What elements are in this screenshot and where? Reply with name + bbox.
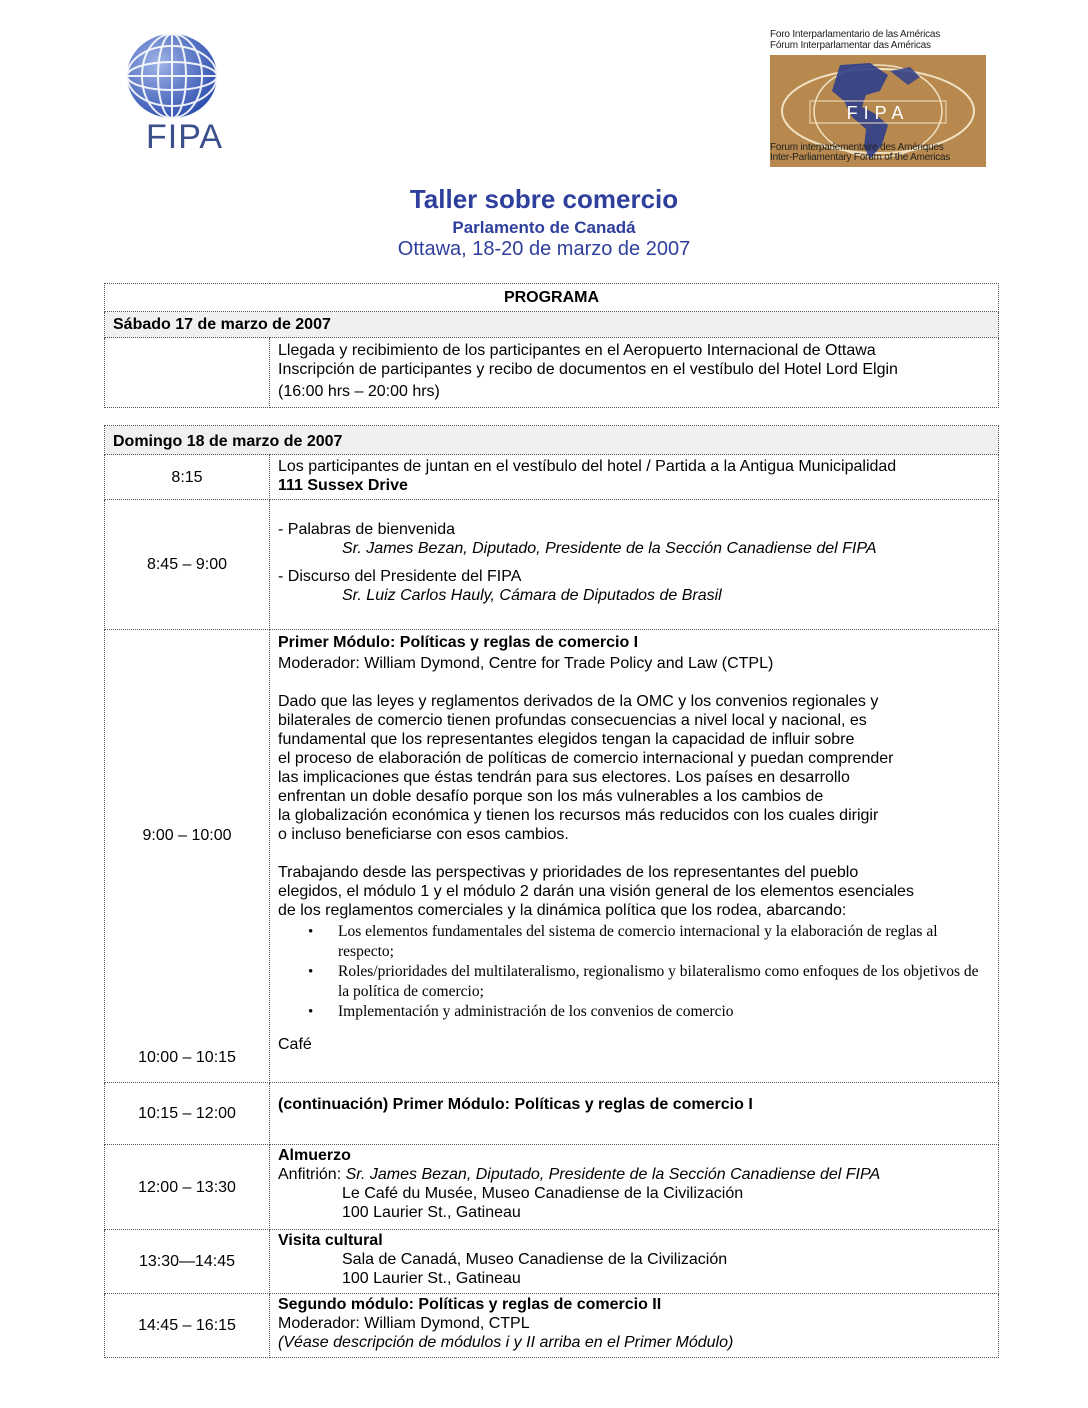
time-label: 10:00 – 10:15 xyxy=(138,1049,236,1066)
paragraph-line: el proceso de elaboración de políticas de comercio internacional y puedan comprender xyxy=(278,750,894,767)
paragraph-line: o incluso beneficiarse con esos cambios. xyxy=(278,826,569,843)
time-cell: 10:15 – 12:00 xyxy=(105,1083,270,1145)
session-address: 100 Laurier St., Gatineau xyxy=(342,1204,521,1221)
session-venue: Le Café du Musée, Museo Canadiense de la Civilización xyxy=(342,1185,744,1202)
session-content xyxy=(270,500,999,630)
module1-moderator: Moderador: William Dymond, Centre for Trade Policy and Law (CTPL) xyxy=(278,655,774,672)
module1-heading: Primer Módulo: Políticas y reglas de comercio I xyxy=(278,634,639,651)
session-content xyxy=(270,455,999,500)
session-heading: Almuerzo xyxy=(278,1147,351,1164)
logo-right-bottom-line2: Inter-Parliamentary Forum of the Americas xyxy=(770,152,951,163)
host-name: Sr. James Bezan, Diputado, Presidente de la Sección Canadiense del FIPA xyxy=(345,1166,881,1183)
lunch-host xyxy=(278,1165,990,1184)
time-cell: 14:45 – 16:15 xyxy=(105,1294,270,1358)
bullet-item: • Roles/prioridades del multilateralismo, regionalismo y bilateralismo como enfoques de los objetivos de la política de comercio; xyxy=(308,962,990,1002)
paragraph-line: Trabajando desde las perspectivas y prioridades de los representantes del pueblo xyxy=(278,864,859,881)
logo-right-top-line2: Fórum Interparlamentar das Américas xyxy=(770,40,931,51)
lunch-content xyxy=(270,1145,999,1230)
bullet-item: • Los elementos fundamentales del sistema de comercio internacional y la elaboración de reglas al respecto; xyxy=(308,922,990,962)
time-cell: 12:00 – 13:30 xyxy=(105,1145,270,1230)
module1-bullet-list xyxy=(278,922,990,1022)
module2-content xyxy=(270,1294,999,1358)
day1-content xyxy=(270,338,999,408)
paragraph-line: Dado que las leyes y reglamentos derivados de la OMC y los convenios regionales y xyxy=(278,693,879,710)
session-heading: Visita cultural xyxy=(278,1232,383,1249)
time-cell: 13:30—14:45 xyxy=(105,1230,270,1294)
bullet-item: • Implementación y administración de los convenios de comercio xyxy=(308,1002,990,1022)
logo-right-center-text: FIPA xyxy=(846,103,910,123)
paragraph-line: la globalización económica y tienen los recursos más reducidos con los cuales dirigir xyxy=(278,807,879,824)
document-subtitle: Parlamento de Canadá xyxy=(452,218,636,237)
session-content xyxy=(270,1083,999,1145)
session-address: 100 Laurier St., Gatineau xyxy=(342,1270,521,1287)
program-title: PROGRAMA xyxy=(105,284,999,312)
logo-left-wordmark: FIPA xyxy=(146,118,224,156)
logo-right-bottom-line1: Forum interparlementaire des Amériques xyxy=(770,142,944,153)
day1-line: Inscripción de participantes y recibo de documentos en el vestíbulo del Hotel Lord Elgin xyxy=(278,361,898,378)
day1-line: Llegada y recibimiento de los participantes en el Aeropuerto Internacional de Ottawa xyxy=(278,342,876,359)
document-place-date: Ottawa, 18-20 de marzo de 2007 xyxy=(397,238,691,260)
time-cell: 8:45 – 9:00 xyxy=(105,500,270,630)
visit-content xyxy=(270,1230,999,1294)
paragraph-line: bilaterales de comercio tienen profundas consecuencias a nivel local y nacional, es xyxy=(278,712,867,729)
day1-time-cell xyxy=(105,338,270,408)
session-speaker: Sr. Luiz Carlos Hauly, Cámara de Diputados de Brasil xyxy=(342,587,722,604)
day1-label: Sábado 17 de marzo de 2007 xyxy=(105,312,999,338)
document-title: Taller sobre comercio xyxy=(409,184,679,214)
time-cell-module1 xyxy=(105,630,270,1083)
day1-line: (16:00 hrs – 20:00 hrs) xyxy=(278,383,440,400)
module1-paragraph-2 xyxy=(278,863,990,920)
session-heading: Segundo módulo: Políticas y reglas de comercio II xyxy=(278,1296,662,1313)
fipa-logo-left xyxy=(118,30,238,154)
paragraph-line: fundamental que los representantes elegidos tengan la capacidad de influir sobre xyxy=(278,731,855,748)
session-venue: Sala de Canadá, Museo Canadiense de la Civilización xyxy=(342,1251,728,1268)
paragraph-line: enfrentan un doble desafío porque son los más vulnerables a los cambios de xyxy=(278,788,824,805)
paragraph-line: de los reglamentos comerciales y la dinámica política que los rodea, abarcando: xyxy=(278,902,847,919)
session-item: - Discurso del Presidente del FIPA xyxy=(278,568,522,585)
module2-note: (Véase descripción de módulos i y II arriba en el Primer Módulo) xyxy=(278,1334,734,1351)
paragraph-line: las implicaciones que éstas tendrán para sus electores. Los países en desarrollo xyxy=(278,769,850,786)
program-table-day1 xyxy=(104,283,999,408)
coffee-break: Café xyxy=(278,1036,312,1053)
time-cell: 8:15 xyxy=(105,455,270,500)
session-address: 111 Sussex Drive xyxy=(278,477,408,494)
fipa-logo-right xyxy=(770,29,986,163)
session-speaker: Sr. James Bezan, Diputado, Presidente de la Sección Canadiense del FIPA xyxy=(342,540,877,557)
module1-paragraph-1 xyxy=(278,692,990,844)
paragraph-line: elegidos, el módulo 1 y el módulo 2 darán una visión general de los elementos esenciales xyxy=(278,883,914,900)
program-table-day2 xyxy=(104,425,999,1358)
session-heading: (continuación) Primer Módulo: Políticas y reglas de comercio I xyxy=(278,1096,753,1113)
session-item: - Palabras de bienvenida xyxy=(278,521,456,538)
module2-moderator: Moderador: William Dymond, CTPL xyxy=(278,1315,530,1332)
day2-label: Domingo 18 de marzo de 2007 xyxy=(105,426,999,455)
time-label: 9:00 – 10:00 xyxy=(142,827,232,844)
host-label: Anfitrión: xyxy=(278,1166,346,1183)
logo-right-top-line1: Foro Interparlamentario de las Américas xyxy=(770,29,941,40)
globe-icon xyxy=(122,30,222,122)
module1-content xyxy=(270,630,999,1083)
session-line: Los participantes de juntan en el vestíbulo del hotel / Partida a la Antigua Municipalidad xyxy=(278,458,897,475)
